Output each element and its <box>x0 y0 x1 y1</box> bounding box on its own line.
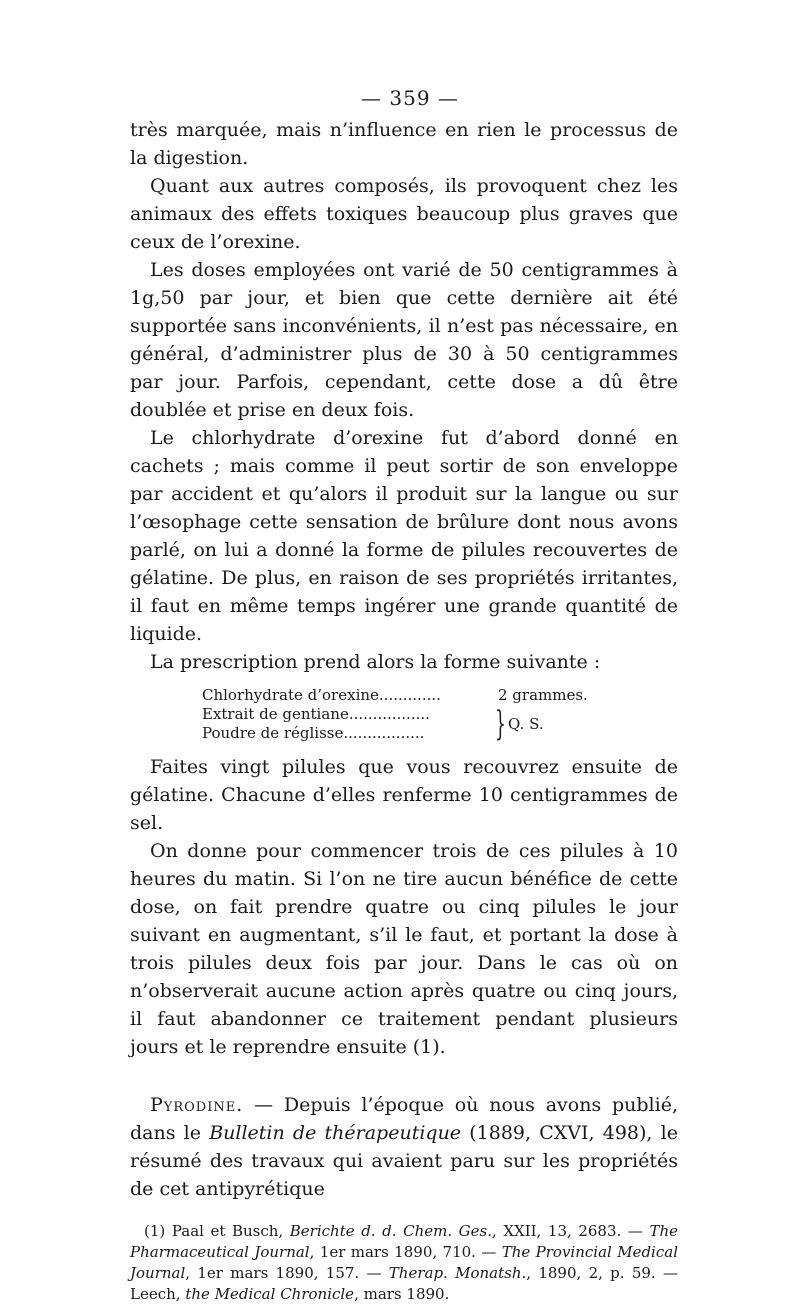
prescription-quantity: Q. S. <box>508 714 544 733</box>
prescription-ingredient: Extrait de gentiane................. <box>202 705 430 723</box>
section-heading: Pyrodine. <box>150 1094 244 1116</box>
paragraph-pyrodine: Pyrodine. — Depuis l’époque où nous avons publié, dans le Bulletin de thérapeutique (1889, CXVI, 498), le résumé des travaux qui avaient paru sur les propriétés de cet antipyrétique <box>130 1094 678 1200</box>
paragraph-toxic-effects: Quant aux autres composés, ils provoquent chez les animaux des effets toxiques beaucoup plus graves que ceux de l’orexine. <box>130 175 678 253</box>
prescription-ingredient: Poudre de réglisse................. <box>202 724 425 742</box>
paragraph-continuation: très marquée, mais n’influence en rien le processus de la digestion. <box>130 119 678 169</box>
book-page <box>130 86 678 1305</box>
paragraph-prescription-intro: La prescription prend alors la forme suivante : <box>150 651 601 673</box>
paragraph-pills: Faites vingt pilules que vous recouvrez ensuite de gélatine. Chacune d’elles renferme 10 centigrammes de sel. <box>130 756 678 834</box>
journal-title: Bulletin de thérapeutique <box>209 1122 462 1144</box>
prescription-row <box>202 686 602 705</box>
prescription-ingredient: Chlorhydrate d’orexine............. <box>202 686 441 704</box>
footnote: (1) Paal et Busch, Berichte d. d. Chem. Ges., XXII, 13, 2683. — The Pharmaceutical Journal, 1er mars 1890, 710. — The Provincial Medical Journal, 1er mars 1890, 157. — Therap. Monatsh., 1890, 2, p. 59. — Leech, the Medical Chronicle, mars 1890. <box>130 1222 678 1303</box>
prescription-block <box>202 686 602 743</box>
brace-symbol: } <box>495 704 506 744</box>
paragraph-doses: Les doses employées ont varié de 50 centigrammes à 1g,50 par jour, et bien que cette dernière ait été supportée sans inconvénients, il n’est pas nécessaire, en général, d’administrer plus de 30 à 50 centigrammes par jour. Parfois, cependant, cette dose a dû être doublée et prise en deux fois. <box>130 259 678 421</box>
paragraph-dosage-schedule: On donne pour commencer trois de ces pilules à 10 heures du matin. Si l’on ne tire aucun bénéfice de cette dose, on fait prendre quatre ou cinq pilules le jour suivant en augmentant, s’il le faut, et portant la dose à trois pilules deux fois par jour. Dans le cas où on n’observerait aucune action après quatre ou cinq jours, il faut abandonner ce traitement pendant plusieurs jours et le reprendre ensuite (1). <box>130 840 678 1058</box>
paragraph-cachets: Le chlorhydrate d’orexine fut d’abord donné en cachets ; mais comme il peut sortir de son enveloppe par accident et qu’alors il produit sur la langue ou sur l’œsophage cette sensation de brûlure dont nous avons parlé, on lui a donné la forme de pilules recouvertes de gélatine. De plus, en raison de ses propriétés irritantes, il faut en même temps ingérer une grande quantité de liquide. <box>130 427 678 645</box>
prescription-quantity: 2 grammes. <box>498 686 588 704</box>
page-number: — 359 — <box>361 86 459 110</box>
prescription-group <box>202 705 602 743</box>
